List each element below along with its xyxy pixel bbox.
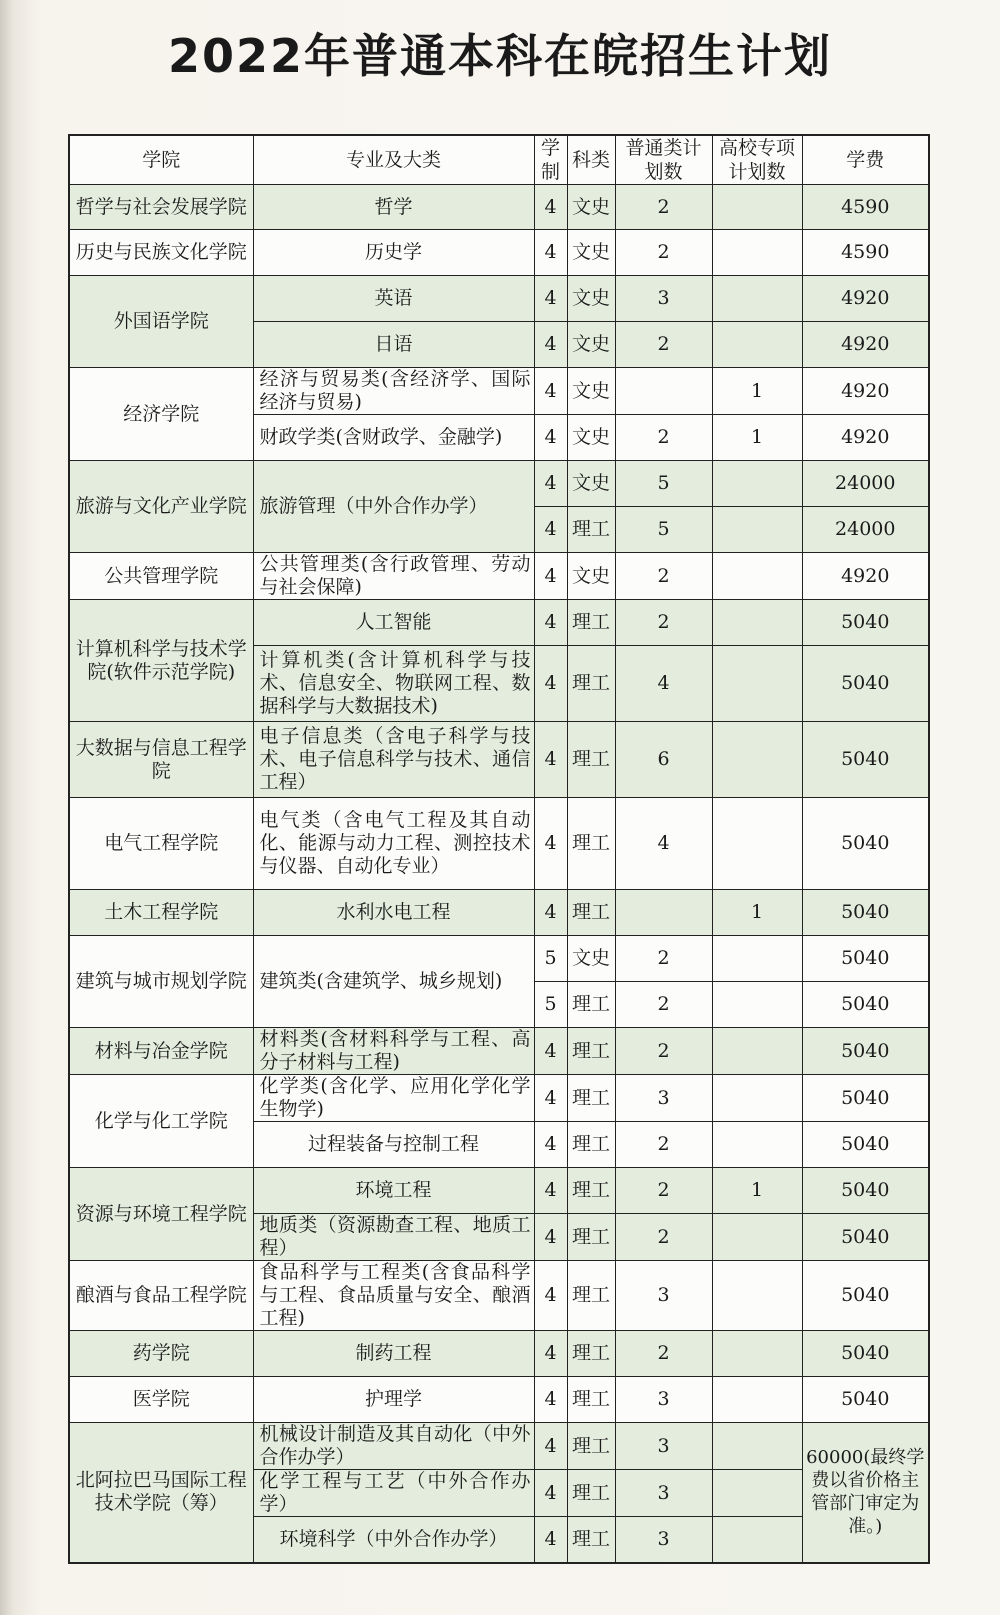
special-plan-cell [712,1075,802,1122]
major-cell: 计算机类(含计算机科学与技术、信息安全、物联网工程、数据科学与大数据技术) [253,646,534,722]
major-cell: 电子信息类（含电子科学与技术、电子信息科学与技术、通信工程） [253,722,534,798]
years-cell: 4 [534,1168,567,1214]
tuition-cell: 5040 [802,722,929,798]
normal-plan-cell: 6 [615,722,712,798]
college-cell: 经济学院 [69,368,253,461]
normal-plan-cell: 3 [615,1470,712,1517]
special-plan-cell [712,1517,802,1563]
college-cell: 医学院 [69,1377,253,1423]
college-cell: 药学院 [69,1331,253,1377]
subject-cell: 理工 [567,646,615,722]
tuition-cell: 5040 [802,1168,929,1214]
tuition-cell: 5040 [802,1028,929,1075]
years-cell: 4 [534,185,567,230]
college-cell: 北阿拉巴马国际工程技术学院（筹） [69,1423,253,1563]
table-row [69,276,929,322]
major-cell: 旅游管理（中外合作办学） [253,461,534,553]
tuition-cell: 5040 [802,1377,929,1423]
major-cell: 人工智能 [253,600,534,646]
major-cell: 水利水电工程 [253,890,534,936]
header-major: 专业及大类 [253,135,534,185]
subject-cell: 理工 [567,1168,615,1214]
subject-cell: 理工 [567,982,615,1028]
years-cell: 4 [534,368,567,415]
major-cell: 公共管理类(含行政管理、劳动与社会保障) [253,553,534,600]
table-row [69,461,929,507]
subject-cell: 文史 [567,553,615,600]
college-cell: 材料与冶金学院 [69,1028,253,1075]
tuition-cell: 5040 [802,1331,929,1377]
special-plan-cell [712,553,802,600]
college-cell: 大数据与信息工程学院 [69,722,253,798]
table-row [69,368,929,415]
table-row [69,936,929,982]
years-cell: 4 [534,1261,567,1331]
major-cell: 日语 [253,322,534,368]
normal-plan-cell: 2 [615,982,712,1028]
years-cell: 4 [534,322,567,368]
tuition-cell: 24000 [802,507,929,553]
table-row [69,1168,929,1214]
subject-cell: 理工 [567,798,615,890]
major-cell: 化学工程与工艺（中外合作办学） [253,1470,534,1517]
header-normal-plan: 普通类计划数 [615,135,712,185]
special-plan-cell [712,230,802,276]
college-cell: 历史与民族文化学院 [69,230,253,276]
subject-cell: 文史 [567,936,615,982]
header-row [69,135,929,185]
years-cell: 4 [534,276,567,322]
years-cell: 4 [534,722,567,798]
college-cell: 土木工程学院 [69,890,253,936]
subject-cell: 文史 [567,461,615,507]
normal-plan-cell: 2 [615,1028,712,1075]
tuition-cell: 4920 [802,322,929,368]
subject-cell: 理工 [567,1261,615,1331]
years-cell: 5 [534,936,567,982]
header-subject: 科类 [567,135,615,185]
normal-plan-cell: 5 [615,461,712,507]
special-plan-cell [712,1331,802,1377]
special-plan-cell [712,646,802,722]
years-cell: 4 [534,1470,567,1517]
years-cell: 4 [534,1377,567,1423]
special-plan-cell [712,1122,802,1168]
normal-plan-cell: 2 [615,1331,712,1377]
years-cell: 4 [534,461,567,507]
major-cell: 历史学 [253,230,534,276]
special-plan-cell: 1 [712,415,802,461]
table-row [69,230,929,276]
normal-plan-cell: 4 [615,798,712,890]
special-plan-cell [712,276,802,322]
special-plan-cell [712,982,802,1028]
normal-plan-cell: 5 [615,507,712,553]
subject-cell: 理工 [567,722,615,798]
header-tuition: 学费 [802,135,929,185]
major-cell: 经济与贸易类(含经济学、国际经济与贸易) [253,368,534,415]
tuition-cell: 5040 [802,1075,929,1122]
special-plan-cell [712,600,802,646]
tuition-cell: 5040 [802,798,929,890]
normal-plan-cell: 3 [615,276,712,322]
subject-cell: 理工 [567,890,615,936]
tuition-cell: 5040 [802,936,929,982]
enrollment-plan-table [68,134,930,1564]
tuition-cell: 5040 [802,646,929,722]
special-plan-cell [712,1214,802,1261]
college-cell: 化学与化工学院 [69,1075,253,1168]
years-cell: 4 [534,890,567,936]
years-cell: 4 [534,798,567,890]
normal-plan-cell: 2 [615,600,712,646]
college-cell: 旅游与文化产业学院 [69,461,253,553]
special-plan-cell: 1 [712,1168,802,1214]
normal-plan-cell: 3 [615,1517,712,1563]
subject-cell: 文史 [567,185,615,230]
normal-plan-cell: 3 [615,1423,712,1470]
normal-plan-cell: 2 [615,322,712,368]
table-row [69,1423,929,1470]
normal-plan-cell [615,368,712,415]
header-years: 学制 [534,135,567,185]
tuition-cell: 5040 [802,1261,929,1331]
tuition-cell: 60000(最终学费以省价格主管部门审定为准。) [802,1423,929,1563]
normal-plan-cell: 2 [615,1122,712,1168]
college-cell: 哲学与社会发展学院 [69,185,253,230]
page-title: 2022年普通本科在皖招生计划 [167,29,833,83]
subject-cell: 理工 [567,1517,615,1563]
major-cell: 过程装备与控制工程 [253,1122,534,1168]
major-cell: 环境工程 [253,1168,534,1214]
years-cell: 4 [534,1331,567,1377]
normal-plan-cell: 2 [615,230,712,276]
tuition-cell: 24000 [802,461,929,507]
normal-plan-cell: 2 [615,1214,712,1261]
tuition-cell: 5040 [802,600,929,646]
subject-cell: 理工 [567,1214,615,1261]
major-cell: 英语 [253,276,534,322]
subject-cell: 文史 [567,230,615,276]
college-cell: 酿酒与食品工程学院 [69,1261,253,1331]
years-cell: 4 [534,600,567,646]
subject-cell: 理工 [567,1075,615,1122]
years-cell: 4 [534,1214,567,1261]
college-cell: 公共管理学院 [69,553,253,600]
normal-plan-cell: 2 [615,415,712,461]
tuition-cell: 4920 [802,553,929,600]
tuition-cell: 5040 [802,1214,929,1261]
major-cell: 食品科学与工程类(含食品科学与工程、食品质量与安全、酿酒工程) [253,1261,534,1331]
special-plan-cell: 1 [712,368,802,415]
subject-cell: 文史 [567,368,615,415]
subject-cell: 理工 [567,600,615,646]
normal-plan-cell [615,890,712,936]
table-row [69,798,929,890]
years-cell: 4 [534,553,567,600]
special-plan-cell [712,1028,802,1075]
special-plan-cell: 1 [712,890,802,936]
table-row [69,1028,929,1075]
subject-cell: 理工 [567,1470,615,1517]
tuition-cell: 4590 [802,185,929,230]
special-plan-cell [712,1470,802,1517]
normal-plan-cell: 3 [615,1075,712,1122]
years-cell: 4 [534,415,567,461]
table-row [69,1075,929,1122]
normal-plan-cell: 2 [615,553,712,600]
years-cell: 4 [534,1517,567,1563]
college-cell: 建筑与城市规划学院 [69,936,253,1028]
subject-cell: 理工 [567,1331,615,1377]
subject-cell: 理工 [567,1423,615,1470]
years-cell: 4 [534,1075,567,1122]
header-college: 学院 [69,135,253,185]
college-cell: 电气工程学院 [69,798,253,890]
normal-plan-cell: 2 [615,185,712,230]
tuition-cell: 5040 [802,982,929,1028]
subject-cell: 理工 [567,1122,615,1168]
years-cell: 4 [534,646,567,722]
table-row [69,1261,929,1331]
special-plan-cell [712,1261,802,1331]
tuition-cell: 4920 [802,368,929,415]
years-cell: 4 [534,1423,567,1470]
major-cell: 材料类(含材料科学与工程、高分子材料与工程) [253,1028,534,1075]
normal-plan-cell: 4 [615,646,712,722]
college-cell: 计算机科学与技术学院(软件示范学院) [69,600,253,722]
table-row [69,600,929,646]
college-cell: 外国语学院 [69,276,253,368]
major-cell: 机械设计制造及其自动化（中外合作办学） [253,1423,534,1470]
major-cell: 建筑类(含建筑学、城乡规划) [253,936,534,1028]
table-row [69,890,929,936]
subject-cell: 文史 [567,276,615,322]
special-plan-cell [712,507,802,553]
subject-cell: 文史 [567,415,615,461]
major-cell: 财政学类(含财政学、金融学) [253,415,534,461]
tuition-cell: 4590 [802,230,929,276]
years-cell: 4 [534,230,567,276]
special-plan-cell [712,185,802,230]
header-special-plan: 高校专项计划数 [712,135,802,185]
major-cell: 电气类（含电气工程及其自动化、能源与动力工程、测控技术与仪器、自动化专业） [253,798,534,890]
special-plan-cell [712,461,802,507]
major-cell: 哲学 [253,185,534,230]
tuition-cell: 5040 [802,1122,929,1168]
table-row [69,1331,929,1377]
special-plan-cell [712,1423,802,1470]
table-row [69,553,929,600]
tuition-cell: 4920 [802,415,929,461]
major-cell: 环境科学（中外合作办学） [253,1517,534,1563]
table-row [69,185,929,230]
major-cell: 护理学 [253,1377,534,1423]
subject-cell: 文史 [567,322,615,368]
special-plan-cell [712,798,802,890]
years-cell: 5 [534,982,567,1028]
normal-plan-cell: 3 [615,1377,712,1423]
years-cell: 4 [534,1122,567,1168]
subject-cell: 理工 [567,1377,615,1423]
subject-cell: 理工 [567,1028,615,1075]
years-cell: 4 [534,1028,567,1075]
subject-cell: 理工 [567,507,615,553]
tuition-cell: 5040 [802,890,929,936]
college-cell: 资源与环境工程学院 [69,1168,253,1261]
special-plan-cell [712,1377,802,1423]
tuition-cell: 4920 [802,276,929,322]
special-plan-cell [712,722,802,798]
special-plan-cell [712,936,802,982]
normal-plan-cell: 2 [615,1168,712,1214]
table-row [69,1377,929,1423]
normal-plan-cell: 2 [615,936,712,982]
major-cell: 地质类（资源勘查工程、地质工程） [253,1214,534,1261]
special-plan-cell [712,322,802,368]
major-cell: 化学类(含化学、应用化学化学生物学) [253,1075,534,1122]
years-cell: 4 [534,507,567,553]
major-cell: 制药工程 [253,1331,534,1377]
table-row [69,722,929,798]
normal-plan-cell: 3 [615,1261,712,1331]
